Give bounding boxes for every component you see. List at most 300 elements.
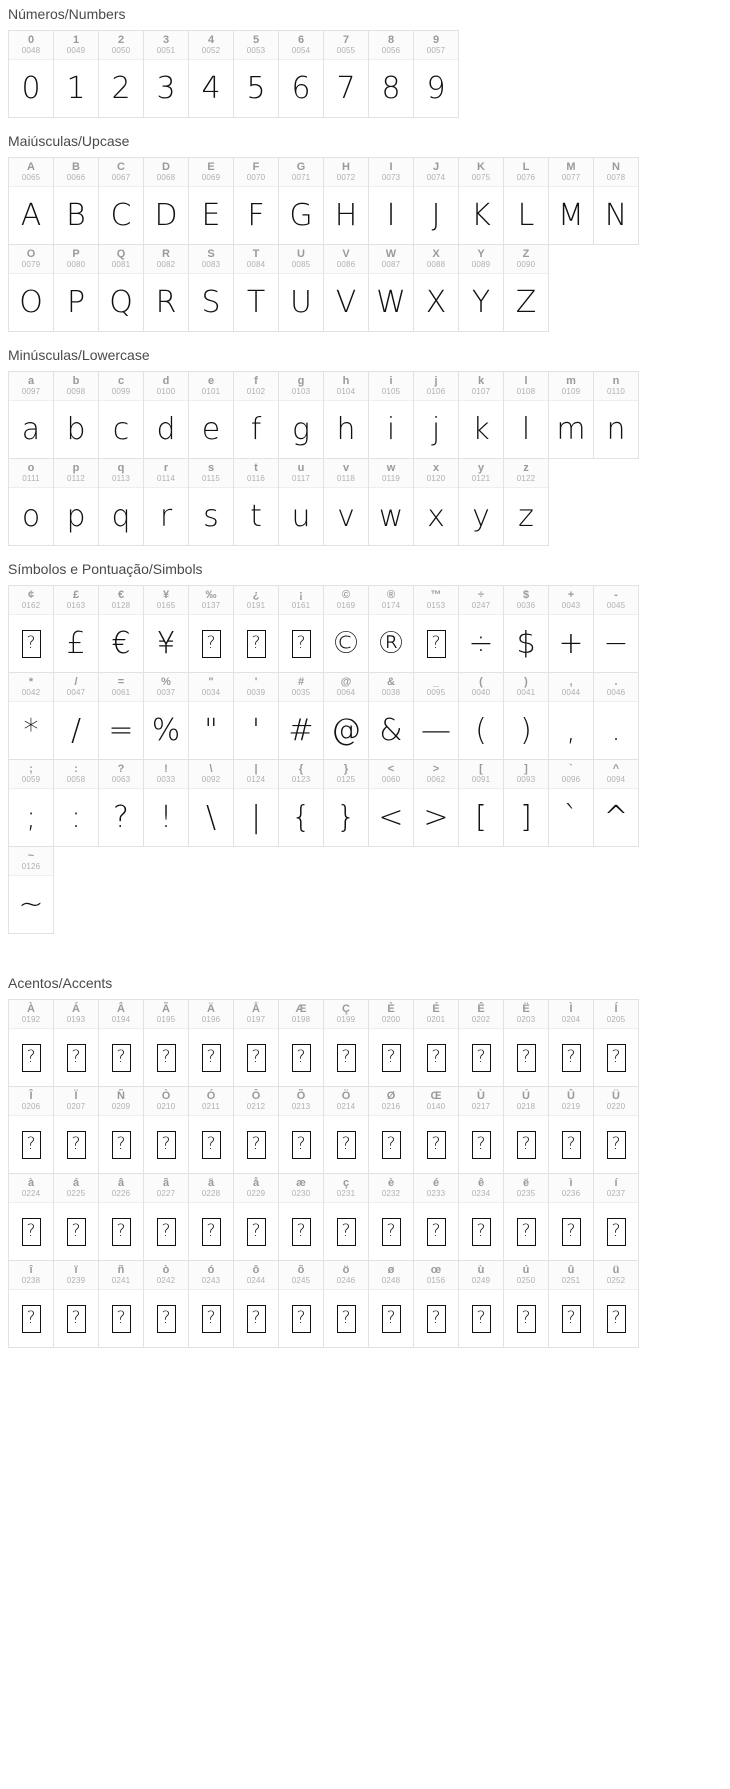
glyph-cell[interactable] bbox=[53, 1260, 99, 1348]
glyph-header bbox=[234, 245, 278, 274]
glyph-cell[interactable] bbox=[8, 672, 54, 760]
glyph-cell[interactable] bbox=[188, 1086, 234, 1174]
glyph-cell[interactable] bbox=[143, 759, 189, 847]
glyph-cell[interactable] bbox=[593, 759, 639, 847]
glyph-preview bbox=[279, 187, 323, 244]
glyph-char-label: Û bbox=[567, 1090, 575, 1102]
glyph-header bbox=[54, 1261, 98, 1290]
glyph-char-label: M bbox=[566, 161, 576, 173]
glyph-cell[interactable] bbox=[278, 1086, 324, 1174]
glyph-char-label: b bbox=[72, 375, 80, 387]
glyph-char-label: å bbox=[252, 1177, 260, 1189]
glyph-char-label: { bbox=[298, 763, 304, 775]
missing-glyph-icon: ? bbox=[427, 1218, 446, 1246]
glyph-cell[interactable] bbox=[278, 999, 324, 1087]
glyph-cell[interactable] bbox=[548, 157, 594, 245]
glyph-char-label: G bbox=[296, 161, 306, 173]
glyph-preview-text: g bbox=[291, 412, 310, 447]
glyph-cell[interactable] bbox=[8, 759, 54, 847]
glyph-preview bbox=[54, 702, 98, 759]
glyph-code-label: 0205 bbox=[606, 1015, 626, 1024]
glyph-cell[interactable] bbox=[278, 759, 324, 847]
glyph-cell[interactable] bbox=[53, 759, 99, 847]
glyph-cell[interactable] bbox=[8, 458, 54, 546]
glyph-code-label: 0156 bbox=[426, 1276, 446, 1285]
glyph-char-label: c bbox=[117, 375, 125, 387]
glyph-cell[interactable] bbox=[368, 157, 414, 245]
glyph-preview-text: $ bbox=[516, 626, 536, 661]
glyph-cell[interactable] bbox=[143, 244, 189, 332]
glyph-header bbox=[99, 158, 143, 187]
glyph-cell[interactable] bbox=[458, 244, 504, 332]
glyph-cell[interactable] bbox=[8, 30, 54, 118]
missing-glyph-icon: ? bbox=[382, 1218, 401, 1246]
glyph-cell[interactable] bbox=[98, 30, 144, 118]
glyph-cell[interactable] bbox=[323, 999, 369, 1087]
glyph-cell[interactable] bbox=[143, 1086, 189, 1174]
glyph-preview bbox=[54, 60, 98, 117]
glyph-cell[interactable] bbox=[233, 30, 279, 118]
glyph-char-label: y bbox=[477, 462, 485, 474]
glyph-cell[interactable] bbox=[53, 371, 99, 459]
glyph-cell[interactable] bbox=[368, 458, 414, 546]
glyph-cell[interactable] bbox=[413, 1173, 459, 1261]
glyph-cell[interactable] bbox=[503, 585, 549, 673]
glyph-cell[interactable] bbox=[8, 846, 54, 934]
glyph-cell[interactable] bbox=[278, 1173, 324, 1261]
glyph-cell[interactable] bbox=[323, 30, 369, 118]
glyph-cell[interactable] bbox=[458, 1086, 504, 1174]
glyph-cell[interactable] bbox=[233, 371, 279, 459]
glyph-header bbox=[594, 158, 638, 187]
glyph-cell[interactable] bbox=[98, 371, 144, 459]
glyph-cell[interactable] bbox=[503, 1086, 549, 1174]
glyph-cell[interactable] bbox=[503, 999, 549, 1087]
glyph-cell[interactable] bbox=[143, 672, 189, 760]
glyph-cell[interactable] bbox=[323, 759, 369, 847]
glyph-cell[interactable] bbox=[278, 1260, 324, 1348]
glyph-cell[interactable] bbox=[368, 1173, 414, 1261]
glyph-cell[interactable] bbox=[323, 1260, 369, 1348]
glyph-preview-text: = bbox=[108, 713, 134, 748]
glyph-cell[interactable] bbox=[323, 672, 369, 760]
glyph-code-label: 0064 bbox=[336, 688, 356, 697]
glyph-preview bbox=[99, 702, 143, 759]
glyph-cell[interactable] bbox=[458, 759, 504, 847]
glyph-preview bbox=[54, 615, 98, 672]
glyph-cell[interactable] bbox=[188, 759, 234, 847]
glyph-cell[interactable] bbox=[233, 1086, 279, 1174]
missing-glyph-icon: ? bbox=[247, 1044, 266, 1072]
glyph-cell[interactable] bbox=[368, 1260, 414, 1348]
glyph-cell[interactable] bbox=[98, 999, 144, 1087]
glyph-cell[interactable] bbox=[458, 1260, 504, 1348]
glyph-cell[interactable] bbox=[548, 1260, 594, 1348]
glyph-cell[interactable] bbox=[233, 244, 279, 332]
glyph-code-label: 0236 bbox=[561, 1189, 581, 1198]
glyph-char-label: , bbox=[569, 676, 573, 688]
glyph-char-label: O bbox=[26, 248, 36, 260]
glyph-cell[interactable] bbox=[188, 371, 234, 459]
glyph-cell[interactable] bbox=[188, 999, 234, 1087]
glyph-preview-text: 6 bbox=[291, 71, 311, 106]
glyph-cell[interactable] bbox=[593, 672, 639, 760]
glyph-cell[interactable] bbox=[188, 585, 234, 673]
glyph-missing-box bbox=[234, 1203, 278, 1260]
glyph-cell[interactable] bbox=[53, 1173, 99, 1261]
glyph-cell[interactable] bbox=[98, 1173, 144, 1261]
glyph-cell[interactable] bbox=[143, 157, 189, 245]
glyph-preview-text: # bbox=[288, 713, 314, 748]
glyph-header bbox=[279, 245, 323, 274]
glyph-cell[interactable] bbox=[233, 672, 279, 760]
glyph-cell[interactable] bbox=[98, 157, 144, 245]
glyph-cell[interactable] bbox=[98, 244, 144, 332]
missing-glyph-icon: ? bbox=[247, 1305, 266, 1333]
glyph-header bbox=[54, 158, 98, 187]
glyph-missing-box bbox=[279, 1029, 323, 1086]
glyph-char-label: 2 bbox=[117, 34, 125, 46]
glyph-cell[interactable] bbox=[323, 244, 369, 332]
glyph-preview-text: V bbox=[335, 285, 357, 320]
glyph-char-label: ¢ bbox=[27, 589, 35, 601]
glyph-header bbox=[369, 1261, 413, 1290]
glyph-header bbox=[9, 372, 53, 401]
glyph-cell[interactable] bbox=[53, 999, 99, 1087]
glyph-code-label: 0252 bbox=[606, 1276, 626, 1285]
glyph-cell[interactable] bbox=[368, 759, 414, 847]
glyph-header bbox=[234, 372, 278, 401]
glyph-char-label: 4 bbox=[207, 34, 215, 46]
glyph-code-label: 0121 bbox=[471, 474, 491, 483]
glyph-header bbox=[9, 459, 53, 488]
glyph-char-label: % bbox=[161, 676, 171, 688]
glyph-cell[interactable] bbox=[458, 585, 504, 673]
glyph-cell[interactable] bbox=[233, 458, 279, 546]
glyph-cell[interactable] bbox=[458, 458, 504, 546]
glyph-cell[interactable] bbox=[593, 157, 639, 245]
missing-glyph-icon: ? bbox=[337, 1305, 356, 1333]
glyph-cell[interactable] bbox=[503, 244, 549, 332]
glyph-cell[interactable] bbox=[593, 1086, 639, 1174]
glyph-header bbox=[279, 158, 323, 187]
glyph-preview-text: l bbox=[521, 412, 531, 447]
glyph-cell[interactable] bbox=[458, 672, 504, 760]
glyph-cell[interactable] bbox=[233, 157, 279, 245]
glyph-header bbox=[99, 1174, 143, 1203]
glyph-cell[interactable] bbox=[458, 371, 504, 459]
glyph-cell[interactable] bbox=[323, 585, 369, 673]
glyph-preview-text: F bbox=[247, 198, 265, 233]
glyph-char-label: / bbox=[74, 676, 78, 688]
glyph-cell[interactable] bbox=[323, 371, 369, 459]
glyph-cell[interactable] bbox=[368, 244, 414, 332]
glyph-cell[interactable] bbox=[413, 371, 459, 459]
glyph-cell[interactable] bbox=[368, 371, 414, 459]
glyph-cell[interactable] bbox=[503, 371, 549, 459]
glyph-cell[interactable] bbox=[188, 1260, 234, 1348]
glyph-cell[interactable] bbox=[8, 999, 54, 1087]
glyph-header bbox=[414, 158, 458, 187]
glyph-cell[interactable] bbox=[278, 672, 324, 760]
glyph-cell[interactable] bbox=[548, 672, 594, 760]
glyph-char-label: w bbox=[386, 462, 396, 474]
glyph-cell[interactable] bbox=[8, 585, 54, 673]
glyph-preview bbox=[414, 60, 458, 117]
glyph-cell[interactable] bbox=[278, 30, 324, 118]
glyph-cell[interactable] bbox=[8, 244, 54, 332]
glyph-cell[interactable] bbox=[503, 1173, 549, 1261]
glyph-cell[interactable] bbox=[323, 1173, 369, 1261]
glyph-missing-box bbox=[459, 1029, 503, 1086]
glyph-cell[interactable] bbox=[323, 1086, 369, 1174]
glyph-cell[interactable] bbox=[413, 999, 459, 1087]
glyph-cell[interactable] bbox=[8, 371, 54, 459]
glyph-code-label: 0197 bbox=[246, 1015, 266, 1024]
glyph-preview-text: M bbox=[558, 198, 584, 233]
glyph-cell[interactable] bbox=[503, 672, 549, 760]
glyph-cell[interactable] bbox=[53, 157, 99, 245]
glyph-preview bbox=[504, 401, 548, 458]
glyph-code-label: 0058 bbox=[66, 775, 86, 784]
glyph-preview bbox=[504, 702, 548, 759]
glyph-cell[interactable] bbox=[593, 1260, 639, 1348]
glyph-cell[interactable] bbox=[503, 157, 549, 245]
glyph-cell[interactable] bbox=[53, 244, 99, 332]
glyph-char-label: > bbox=[432, 763, 440, 775]
missing-glyph-icon: ? bbox=[607, 1218, 626, 1246]
glyph-cell[interactable] bbox=[548, 1173, 594, 1261]
glyph-cell[interactable] bbox=[233, 585, 279, 673]
glyph-cell[interactable] bbox=[548, 1086, 594, 1174]
glyph-preview-text: v bbox=[337, 499, 355, 534]
glyph-cell[interactable] bbox=[8, 157, 54, 245]
glyph-missing-box bbox=[414, 1203, 458, 1260]
glyph-header bbox=[234, 673, 278, 702]
glyph-cell[interactable] bbox=[143, 30, 189, 118]
glyph-cell[interactable] bbox=[98, 585, 144, 673]
glyph-cell[interactable] bbox=[593, 999, 639, 1087]
glyph-code-label: 0044 bbox=[561, 688, 581, 697]
glyph-cell[interactable] bbox=[413, 458, 459, 546]
glyph-preview-text: ¥ bbox=[156, 626, 176, 661]
glyph-cell[interactable] bbox=[8, 1260, 54, 1348]
glyph-header bbox=[54, 459, 98, 488]
glyph-cell[interactable] bbox=[143, 999, 189, 1087]
glyph-cell[interactable] bbox=[368, 1086, 414, 1174]
glyph-preview bbox=[504, 274, 548, 331]
glyph-cell[interactable] bbox=[278, 244, 324, 332]
glyph-header bbox=[144, 760, 188, 789]
glyph-cell[interactable] bbox=[503, 759, 549, 847]
glyph-cell[interactable] bbox=[548, 999, 594, 1087]
glyph-cell[interactable] bbox=[53, 30, 99, 118]
missing-glyph-icon: ? bbox=[112, 1218, 131, 1246]
missing-glyph-icon: ? bbox=[67, 1218, 86, 1246]
glyph-code-label: 0041 bbox=[516, 688, 536, 697]
glyph-preview-text: € bbox=[111, 626, 131, 661]
glyph-cell[interactable] bbox=[593, 1173, 639, 1261]
glyph-grid bbox=[8, 371, 668, 545]
glyph-header bbox=[189, 31, 233, 60]
glyph-cell[interactable] bbox=[8, 1173, 54, 1261]
glyph-cell[interactable] bbox=[368, 672, 414, 760]
glyph-preview-text: d bbox=[156, 412, 176, 447]
glyph-char-label: i bbox=[389, 375, 393, 387]
glyph-cell[interactable] bbox=[143, 1173, 189, 1261]
glyph-code-label: 0191 bbox=[246, 601, 266, 610]
glyph-code-label: 0057 bbox=[426, 46, 446, 55]
missing-glyph-icon: ? bbox=[202, 1305, 221, 1333]
glyph-cell[interactable] bbox=[368, 585, 414, 673]
section-title: Símbolos e Pontuação/Simbols bbox=[8, 561, 203, 577]
glyph-missing-box bbox=[369, 1290, 413, 1347]
glyph-header bbox=[189, 673, 233, 702]
glyph-cell[interactable] bbox=[413, 157, 459, 245]
glyph-char-label: Ü bbox=[612, 1090, 620, 1102]
glyph-cell[interactable] bbox=[233, 999, 279, 1087]
glyph-char-label: Â bbox=[117, 1003, 125, 1015]
glyph-cell[interactable] bbox=[188, 244, 234, 332]
glyph-cell[interactable] bbox=[413, 244, 459, 332]
glyph-cell[interactable] bbox=[593, 371, 639, 459]
glyph-cell[interactable] bbox=[413, 1260, 459, 1348]
glyph-code-label: 0213 bbox=[291, 1102, 311, 1111]
glyph-header bbox=[99, 1261, 143, 1290]
glyph-header bbox=[234, 760, 278, 789]
glyph-section-symbols bbox=[0, 555, 730, 933]
glyph-cell[interactable] bbox=[143, 371, 189, 459]
glyph-char-label: . bbox=[614, 676, 618, 688]
glyph-code-label: 0069 bbox=[201, 173, 221, 182]
glyph-cell[interactable] bbox=[143, 585, 189, 673]
glyph-cell[interactable] bbox=[278, 458, 324, 546]
glyph-cell[interactable] bbox=[233, 759, 279, 847]
glyph-header bbox=[99, 1000, 143, 1029]
glyph-cell[interactable] bbox=[548, 585, 594, 673]
glyph-cell[interactable] bbox=[413, 672, 459, 760]
glyph-char-label: H bbox=[342, 161, 350, 173]
glyph-char-label: B bbox=[72, 161, 80, 173]
glyph-missing-box bbox=[504, 1203, 548, 1260]
glyph-cell[interactable] bbox=[323, 157, 369, 245]
glyph-preview-text: Q bbox=[109, 285, 133, 320]
glyph-preview-text: / bbox=[70, 713, 82, 748]
glyph-cell[interactable] bbox=[413, 759, 459, 847]
glyph-char-label: ] bbox=[524, 763, 528, 775]
glyph-cell[interactable] bbox=[98, 672, 144, 760]
glyph-cell[interactable] bbox=[458, 1173, 504, 1261]
glyph-cell[interactable] bbox=[368, 30, 414, 118]
glyph-missing-box bbox=[594, 1116, 638, 1173]
missing-glyph-icon: ? bbox=[382, 1305, 401, 1333]
glyph-header bbox=[54, 1174, 98, 1203]
glyph-preview bbox=[369, 60, 413, 117]
glyph-cell[interactable] bbox=[593, 585, 639, 673]
glyph-char-label: D bbox=[162, 161, 170, 173]
glyph-cell[interactable] bbox=[53, 585, 99, 673]
glyph-code-label: 0231 bbox=[336, 1189, 356, 1198]
glyph-preview bbox=[459, 274, 503, 331]
glyph-cell[interactable] bbox=[458, 157, 504, 245]
glyph-char-label: ™ bbox=[430, 589, 442, 601]
glyph-cell[interactable] bbox=[278, 371, 324, 459]
glyph-cell[interactable] bbox=[53, 672, 99, 760]
glyph-cell[interactable] bbox=[98, 1260, 144, 1348]
glyph-char-label: ñ bbox=[117, 1264, 125, 1276]
glyph-char-label: Å bbox=[252, 1003, 260, 1015]
glyph-cell[interactable] bbox=[548, 759, 594, 847]
glyph-cell[interactable] bbox=[278, 157, 324, 245]
glyph-code-label: 0047 bbox=[66, 688, 86, 697]
glyph-preview-text: T bbox=[246, 285, 266, 320]
glyph-preview-text: U bbox=[290, 285, 312, 320]
glyph-cell[interactable] bbox=[458, 999, 504, 1087]
glyph-cell[interactable] bbox=[143, 1260, 189, 1348]
glyph-char-label: Ê bbox=[477, 1003, 485, 1015]
glyph-cell[interactable] bbox=[53, 1086, 99, 1174]
glyph-header bbox=[54, 673, 98, 702]
glyph-preview bbox=[594, 702, 638, 759]
glyph-cell[interactable] bbox=[188, 672, 234, 760]
glyph-cell[interactable] bbox=[323, 458, 369, 546]
glyph-code-label: 0097 bbox=[21, 387, 41, 396]
glyph-cell[interactable] bbox=[188, 1173, 234, 1261]
glyph-missing-box bbox=[414, 1029, 458, 1086]
glyph-cell[interactable] bbox=[143, 458, 189, 546]
glyph-cell[interactable] bbox=[413, 30, 459, 118]
glyph-preview bbox=[99, 789, 143, 846]
missing-glyph-icon: ? bbox=[427, 1131, 446, 1159]
glyph-char-label: o bbox=[27, 462, 35, 474]
glyph-cell[interactable] bbox=[98, 458, 144, 546]
glyph-cell[interactable] bbox=[413, 1086, 459, 1174]
glyph-cell[interactable] bbox=[188, 30, 234, 118]
glyph-preview bbox=[54, 401, 98, 458]
glyph-preview bbox=[189, 401, 233, 458]
glyph-cell[interactable] bbox=[233, 1173, 279, 1261]
glyph-cell[interactable] bbox=[188, 157, 234, 245]
glyph-cell[interactable] bbox=[278, 585, 324, 673]
glyph-char-label: r bbox=[163, 462, 169, 474]
glyph-cell[interactable] bbox=[503, 1260, 549, 1348]
glyph-cell[interactable] bbox=[368, 999, 414, 1087]
missing-glyph-icon: ? bbox=[427, 1044, 446, 1072]
glyph-header bbox=[9, 1261, 53, 1290]
glyph-missing-box bbox=[189, 1203, 233, 1260]
glyph-cell[interactable] bbox=[548, 371, 594, 459]
glyph-header bbox=[99, 1087, 143, 1116]
glyph-char-label: L bbox=[522, 161, 530, 173]
missing-glyph-icon: ? bbox=[517, 1218, 536, 1246]
glyph-preview bbox=[324, 702, 368, 759]
glyph-cell[interactable] bbox=[233, 1260, 279, 1348]
glyph-cell[interactable] bbox=[503, 458, 549, 546]
glyph-header bbox=[369, 245, 413, 274]
glyph-cell[interactable] bbox=[8, 1086, 54, 1174]
glyph-cell[interactable] bbox=[188, 458, 234, 546]
glyph-header bbox=[459, 372, 503, 401]
glyph-preview bbox=[144, 789, 188, 846]
missing-glyph-icon: ? bbox=[427, 630, 446, 658]
glyph-preview-text: R bbox=[155, 285, 177, 320]
glyph-cell[interactable] bbox=[53, 458, 99, 546]
glyph-header bbox=[144, 1261, 188, 1290]
glyph-cell[interactable] bbox=[98, 759, 144, 847]
glyph-code-label: 0114 bbox=[156, 474, 175, 483]
glyph-cell[interactable] bbox=[98, 1086, 144, 1174]
glyph-cell[interactable] bbox=[413, 585, 459, 673]
